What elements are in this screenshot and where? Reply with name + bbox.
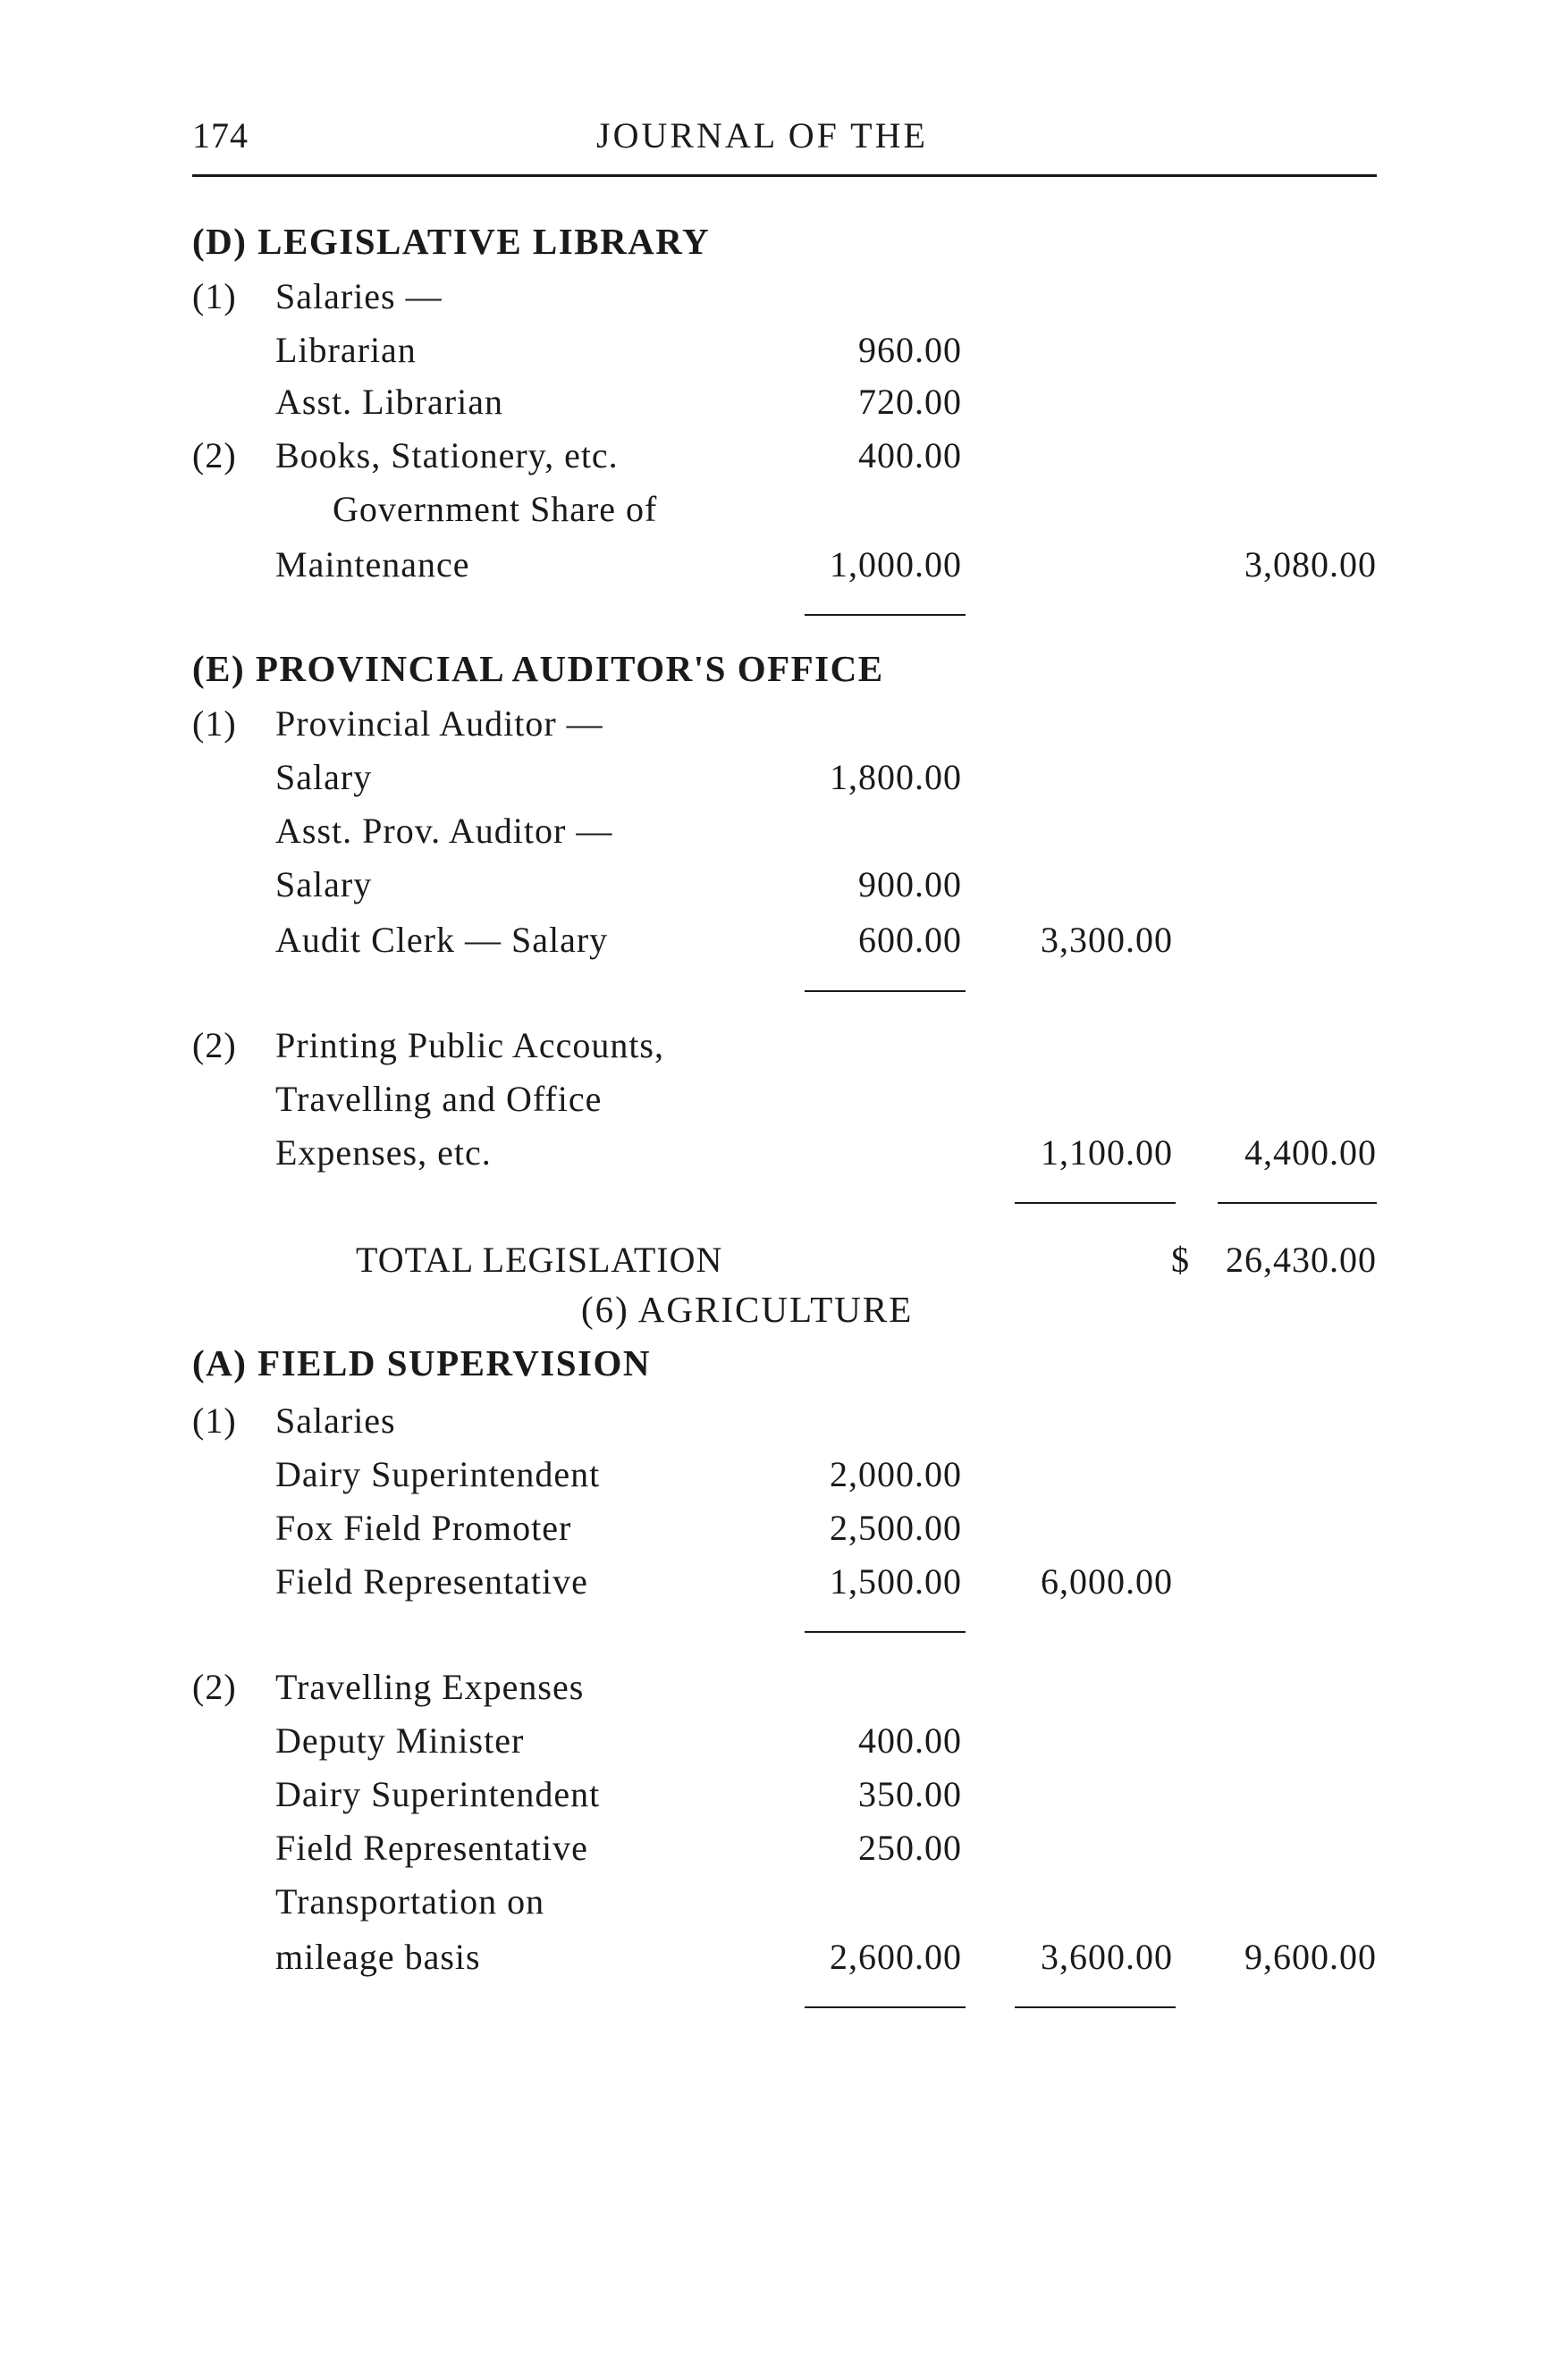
- printing-label: Printing Public Accounts,: [275, 1025, 664, 1065]
- dairy-superintendent-label: Dairy Superintendent: [275, 1454, 601, 1494]
- subtotal-rule: [805, 990, 966, 992]
- subtotal-rule: [1015, 2006, 1176, 2008]
- running-title: JOURNAL OF THE: [596, 115, 928, 156]
- header-rule: [192, 174, 1377, 177]
- item-number: (2): [192, 435, 237, 475]
- section-d-total: 3,080.00: [1244, 544, 1377, 584]
- librarian-label: Librarian: [275, 330, 417, 370]
- mileage-basis-label: mileage basis: [275, 1937, 481, 1977]
- subtotal-rule: [805, 2006, 966, 2008]
- total-rule: [1218, 1202, 1377, 1204]
- books-amount: 400.00: [858, 435, 962, 475]
- section-e-total: 4,400.00: [1244, 1132, 1377, 1173]
- expenses-label: Expenses, etc.: [275, 1132, 492, 1173]
- librarian-amount: 960.00: [858, 330, 962, 370]
- salaries-subtotal: 6,000.00: [1041, 1561, 1173, 1602]
- field-supervision-total: 9,600.00: [1244, 1937, 1377, 1977]
- books-label: Books, Stationery, etc.: [275, 435, 619, 475]
- salaries-label: Salaries: [275, 1400, 396, 1441]
- subtotal-rule: [805, 614, 966, 616]
- total-legislation-amount: 26,430.00: [1226, 1240, 1377, 1280]
- auditor-salary: 1,800.00: [830, 757, 962, 797]
- transportation-amount: 2,600.00: [830, 1937, 962, 1977]
- travelling-expenses-label: Travelling Expenses: [275, 1667, 585, 1707]
- gov-share-label: Government Share of: [333, 489, 658, 529]
- item-number: (2): [192, 1667, 237, 1707]
- salaries-label: Salaries —: [275, 276, 443, 316]
- section-e-heading: (E) PROVINCIAL AUDITOR'S OFFICE: [192, 648, 884, 689]
- currency-symbol: $: [1171, 1240, 1190, 1280]
- salary-label: Salary: [275, 757, 373, 797]
- deputy-minister-label: Deputy Minister: [275, 1720, 525, 1761]
- dairy-superintendent-travel-amount: 350.00: [858, 1774, 962, 1814]
- field-representative-travel-amount: 250.00: [858, 1828, 962, 1868]
- salary-label: Salary: [275, 864, 373, 904]
- transportation-label: Transportation on: [275, 1881, 545, 1922]
- travelling-office-label: Travelling and Office: [275, 1079, 603, 1119]
- page-number: 174: [192, 115, 249, 156]
- audit-clerk-salary: 600.00: [858, 920, 962, 960]
- field-representative-amount: 1,500.00: [830, 1561, 962, 1602]
- item-number: (1): [192, 276, 237, 316]
- auditor-subtotal: 3,300.00: [1041, 920, 1173, 960]
- agriculture-heading: (6) AGRICULTURE: [581, 1289, 914, 1330]
- gov-share-amount: 1,000.00: [830, 544, 962, 584]
- item-number: (1): [192, 703, 237, 744]
- fox-field-promoter-label: Fox Field Promoter: [275, 1508, 572, 1548]
- printing-amount: 1,100.00: [1041, 1132, 1173, 1173]
- dairy-superintendent-amount: 2,000.00: [830, 1454, 962, 1494]
- asst-librarian-label: Asst. Librarian: [275, 382, 503, 422]
- subtotal-rule: [805, 1631, 966, 1633]
- dairy-superintendent-label: Dairy Superintendent: [275, 1774, 601, 1814]
- item-number: (1): [192, 1400, 237, 1441]
- total-legislation-label: TOTAL LEGISLATION: [356, 1240, 723, 1280]
- field-representative-label: Field Representative: [275, 1828, 588, 1868]
- field-representative-label: Field Representative: [275, 1561, 588, 1602]
- deputy-minister-amount: 400.00: [858, 1720, 962, 1761]
- fox-field-promoter-amount: 2,500.00: [830, 1508, 962, 1548]
- section-a-heading: (A) FIELD SUPERVISION: [192, 1342, 652, 1383]
- item-number: (2): [192, 1025, 237, 1065]
- audit-clerk-label: Audit Clerk — Salary: [275, 920, 609, 960]
- provincial-auditor-label: Provincial Auditor —: [275, 703, 603, 744]
- asst-auditor-salary: 900.00: [858, 864, 962, 904]
- travel-subtotal: 3,600.00: [1041, 1937, 1173, 1977]
- asst-auditor-label: Asst. Prov. Auditor —: [275, 811, 613, 851]
- maintenance-label: Maintenance: [275, 544, 470, 584]
- asst-librarian-amount: 720.00: [858, 382, 962, 422]
- section-d-heading: (D) LEGISLATIVE LIBRARY: [192, 221, 711, 262]
- subtotal-rule: [1015, 1202, 1176, 1204]
